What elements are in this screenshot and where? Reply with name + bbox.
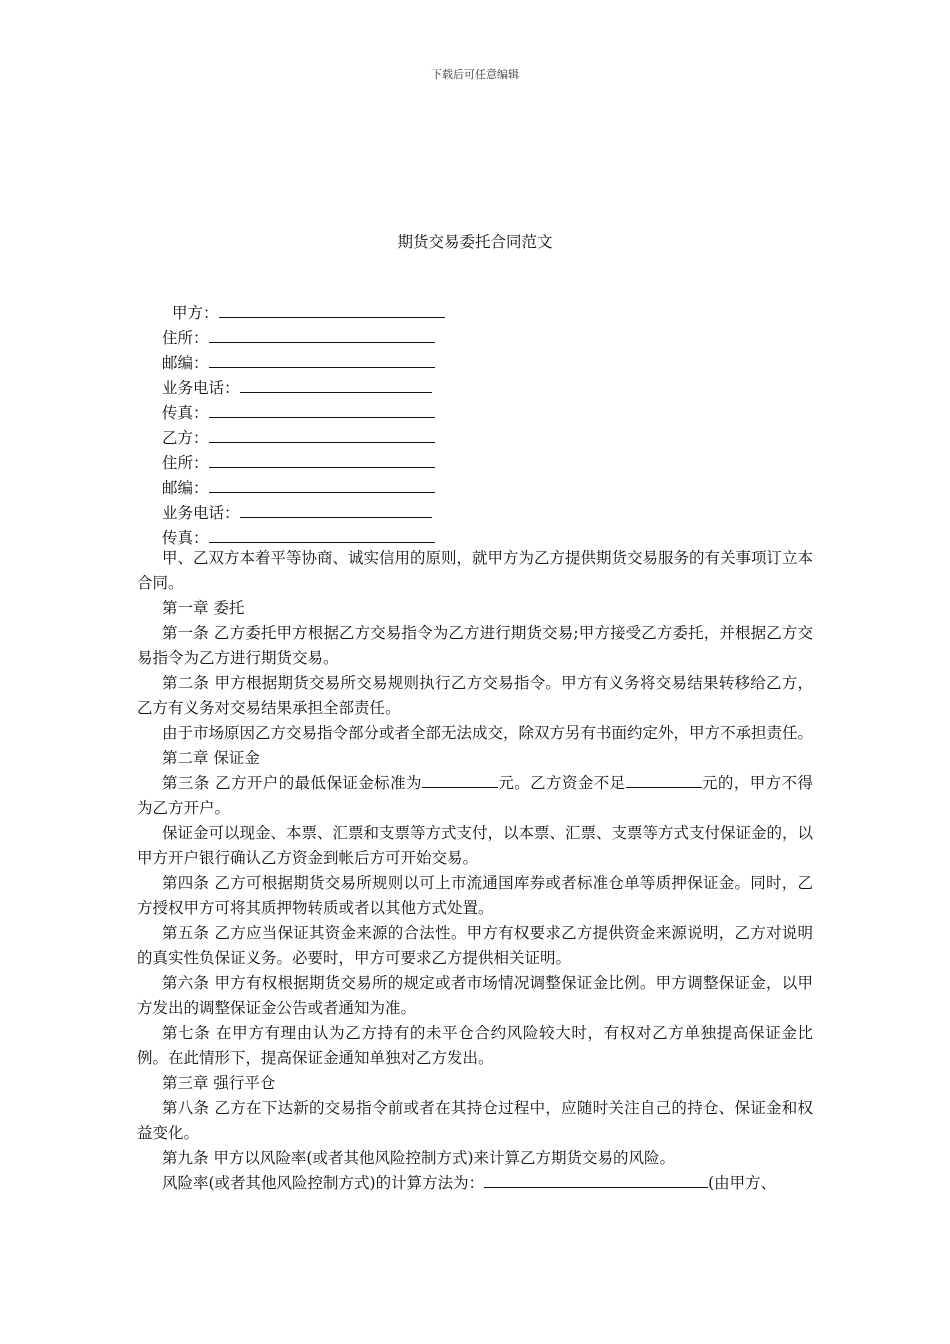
fill-in-line (209, 349, 435, 368)
field-label: 邮编： (162, 354, 209, 372)
text-segment: 元的，甲方不得为乙方开户。 (137, 774, 813, 817)
article-paragraph: 第五条 乙方应当保证其资金来源的合法性。甲方有权要求乙方提供资金来源说明，乙方对说明的真实性负保证义务。必要时，甲方可要求乙方提供相关证明。 (137, 924, 813, 967)
contract-body (137, 546, 813, 1196)
field-label: 邮编： (162, 479, 209, 497)
fill-in-line (209, 324, 435, 343)
fill-in-line (209, 424, 435, 443)
fill-in-blank (484, 1171, 708, 1188)
fill-in-blank (422, 771, 498, 788)
article-paragraph: 第一条 乙方委托甲方根据乙方交易指令为乙方进行期货交易;甲方接受乙方委托，并根据乙方交易指令为乙方进行期货交易。 (137, 624, 813, 667)
article-paragraph: 第七条 在甲方有理由认为乙方持有的未平仓合约风险较大时，有权对乙方单独提高保证金比例。在此情形下，提高保证金通知单独对乙方发出。 (137, 1024, 813, 1067)
field-label: 传真： (162, 529, 209, 547)
article-paragraph (137, 1171, 813, 1196)
article-paragraph: 第六条 甲方有权根据期货交易所的规定或者市场情况调整保证金比例。甲方调整保证金，以甲方发出的调整保证金公告或者通知为准。 (137, 974, 813, 1017)
text-segment: 第三条 乙方开户的最低保证金标准为 (162, 774, 422, 792)
field-label: 传真： (162, 404, 209, 422)
chapter-heading: 第一章 委托 (162, 599, 245, 617)
party-b-postcode-field (162, 474, 502, 499)
article-paragraph: 第九条 甲方以风险率(或者其他风险控制方式)来计算乙方期货交易的风险。 (162, 1149, 676, 1167)
article-paragraph: 第八条 乙方在下达新的交易指令前或者在其持仓过程中，应随时关注自己的持仓、保证金和权益变化。 (137, 1099, 813, 1142)
chapter-heading: 第二章 保证金 (162, 749, 260, 767)
article-paragraph: 第二条 甲方根据期货交易所交易规则执行乙方交易指令。甲方有义务将交易结果转移给乙方，乙方有义务对交易结果承担全部责任。 (137, 674, 813, 717)
article-paragraph: 保证金可以现金、本票、汇票和支票等方式支付，以本票、汇票、支票等方式支付保证金的，以甲方开户银行确认乙方资金到帐后方可开始交易。 (137, 824, 814, 867)
field-label: 住所： (162, 329, 209, 347)
party-info-block (162, 299, 502, 549)
fill-in-line (240, 499, 432, 518)
field-label: 甲方： (172, 304, 219, 322)
party-b-name-field (162, 424, 502, 449)
field-label: 乙方： (162, 429, 209, 447)
chapter-heading: 第三章 强行平仓 (162, 1074, 276, 1092)
field-label: 住所： (162, 454, 209, 472)
fill-in-line (219, 299, 445, 318)
article-paragraph (137, 771, 813, 821)
fill-in-line (209, 524, 435, 543)
header-note: 下载后可任意编辑 (431, 68, 519, 81)
party-a-address-field (162, 324, 502, 349)
party-b-address-field (162, 449, 502, 474)
text-segment: 风险率(或者其他风险控制方式)的计算方法为： (162, 1174, 485, 1192)
intro-paragraph: 甲、乙双方本着平等协商、诚实信用的原则，就甲方为乙方提供期货交易服务的有关事项订立本合同。 (137, 549, 814, 592)
fill-in-line (209, 399, 435, 418)
field-label: 业务电话： (162, 379, 240, 397)
text-segment: (由甲方、 (708, 1174, 777, 1192)
party-b-phone-field (162, 499, 502, 524)
fill-in-line (209, 449, 435, 468)
document-title: 期货交易委托合同范文 (397, 233, 553, 251)
article-paragraph: 第四条 乙方可根据期货交易所规则以可上市流通国库券或者标准仓单等质押保证金。同时，乙方授权甲方可将其质押物转质或者以其他方式处置。 (137, 874, 813, 917)
fill-in-line (240, 374, 432, 393)
text-segment: 元。乙方资金不足 (497, 774, 626, 792)
fill-in-line (209, 474, 435, 493)
party-a-postcode-field (162, 349, 502, 374)
party-a-name-field (162, 299, 502, 324)
fill-in-blank (626, 771, 702, 788)
party-a-fax-field (162, 399, 502, 424)
field-label: 业务电话： (162, 504, 240, 522)
party-a-phone-field (162, 374, 502, 399)
article-paragraph: 由于市场原因乙方交易指令部分或者全部无法成交，除双方另有书面约定外，甲方不承担责任。 (162, 724, 814, 742)
